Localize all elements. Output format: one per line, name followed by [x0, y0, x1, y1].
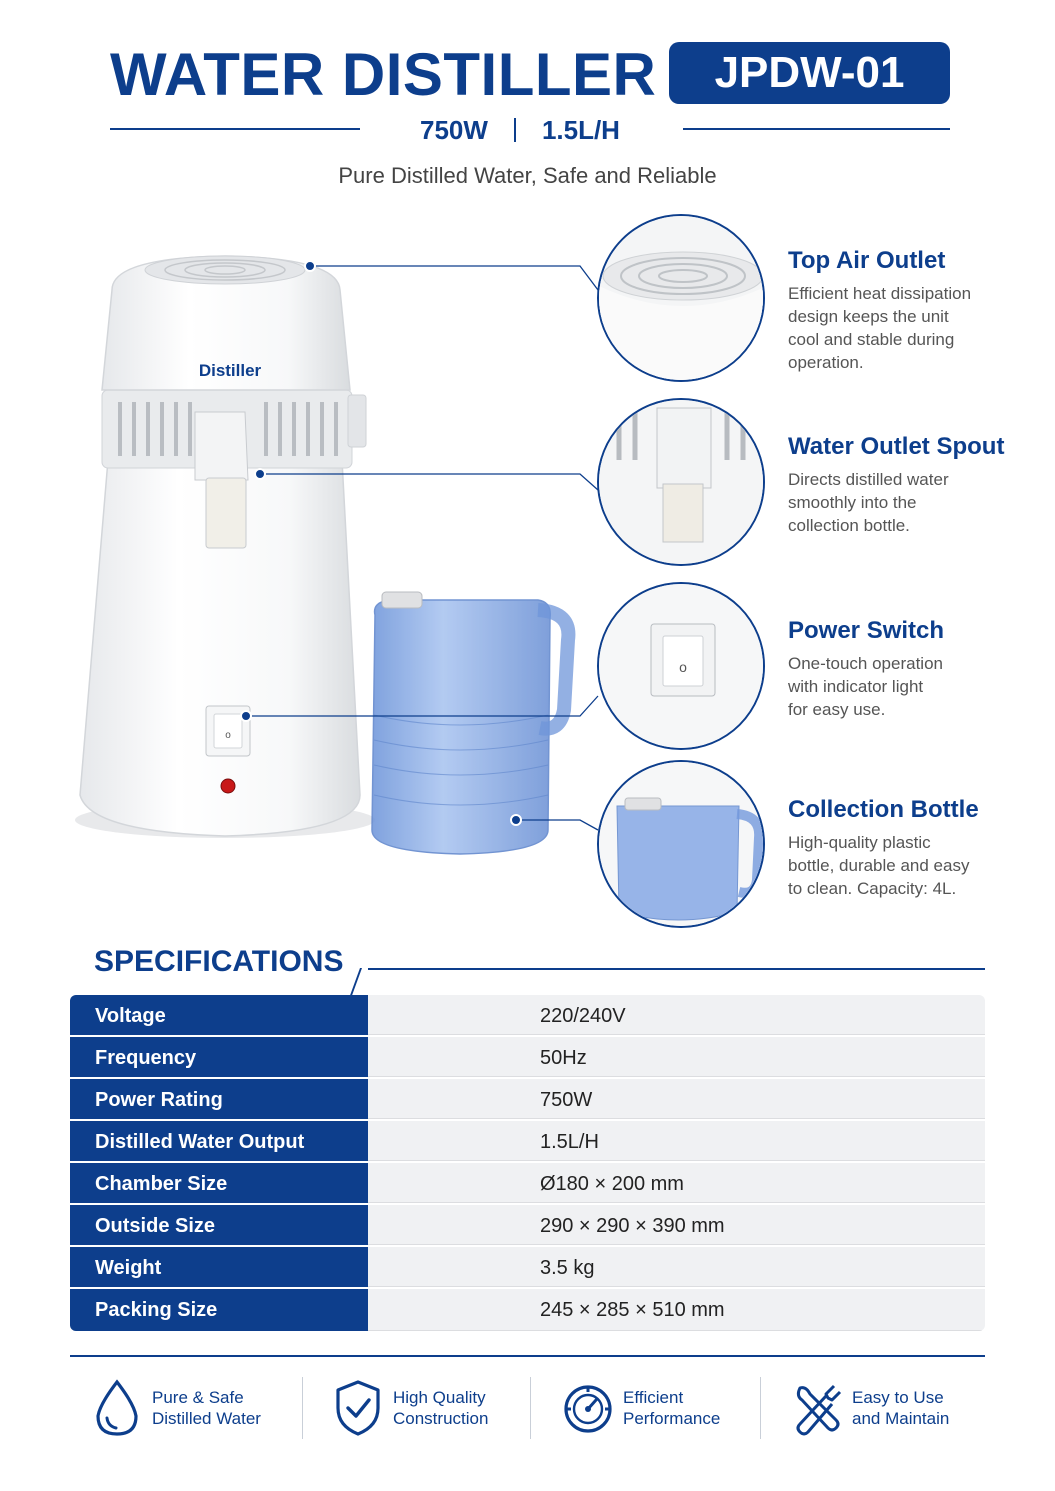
shield-check-icon	[333, 1378, 383, 1438]
feature-title: Power Switch	[788, 617, 945, 644]
table-row	[70, 1247, 985, 1289]
feature-water-outlet-spout	[788, 432, 1028, 537]
feature-line: cool and stable during	[788, 330, 955, 349]
specifications-rule-slant	[350, 968, 362, 996]
power-summary: 750W	[420, 115, 488, 145]
water-outlet-spout-image	[597, 398, 765, 566]
feature-line: design keeps the unit	[788, 307, 949, 326]
feature-collection-bottle	[788, 795, 1028, 900]
feature-line: One-touch operation	[788, 654, 943, 673]
badge-line: Easy to Use	[852, 1388, 944, 1407]
badge-line: High Quality	[393, 1388, 486, 1407]
specifications-rule	[368, 968, 985, 970]
badge-line: Distilled Water	[152, 1409, 261, 1428]
tools-icon	[792, 1378, 842, 1438]
svg-text:o: o	[225, 730, 231, 741]
feature-line: Efficient heat dissipation	[788, 284, 972, 303]
table-row	[70, 1079, 985, 1121]
collection-bottle-image	[597, 760, 765, 928]
feature-line: smoothly into the	[788, 493, 917, 512]
feature-line: operation.	[788, 353, 864, 372]
bottom-rule	[70, 1355, 985, 1357]
feature-top-air-outlet	[788, 246, 1028, 374]
feature-line: High-quality plastic	[788, 833, 931, 852]
feature-line: to clean. Capacity: 4L.	[788, 879, 957, 898]
table-row	[70, 995, 985, 1037]
table-row	[70, 1121, 985, 1163]
gauge-icon	[563, 1378, 613, 1438]
feature-description	[788, 468, 1028, 537]
power-switch-image	[597, 582, 765, 750]
badge-line: Pure & Safe	[152, 1388, 244, 1407]
badge-divider	[302, 1377, 303, 1439]
spec-value: 750W	[368, 1079, 985, 1119]
spec-key: Outside Size	[70, 1205, 368, 1245]
feature-description	[788, 831, 1028, 900]
table-row	[70, 1205, 985, 1247]
output-summary: 1.5L/H	[541, 115, 620, 145]
svg-text:o: o	[679, 659, 687, 675]
spec-key: Voltage	[70, 995, 368, 1035]
water-drop-icon	[92, 1378, 142, 1438]
table-row	[70, 1163, 985, 1205]
spec-key: Distilled Water Output	[70, 1121, 368, 1161]
badge-divider	[530, 1377, 531, 1439]
table-row	[70, 1289, 985, 1331]
badge-line: Construction	[393, 1409, 489, 1428]
feature-line: with indicator light	[788, 677, 924, 696]
feature-title: Collection Bottle	[788, 796, 979, 823]
feature-line: bottle, durable and easy	[788, 856, 970, 875]
badge-line: and Maintain	[852, 1409, 950, 1428]
spec-key: Packing Size	[70, 1289, 368, 1331]
tagline: Pure Distilled Water, Safe and Reliable	[338, 163, 717, 188]
spec-value: 50Hz	[368, 1037, 985, 1077]
feature-title: Water Outlet Spout	[788, 433, 1005, 460]
badge-line: Efficient	[623, 1388, 684, 1407]
spec-value: 245 × 285 × 510 mm	[368, 1289, 985, 1331]
feature-description	[788, 282, 1028, 374]
spec-value: 220/240V	[368, 995, 985, 1035]
top-air-outlet-image	[597, 214, 765, 382]
spec-value: 1.5L/H	[368, 1121, 985, 1161]
specifications-table	[70, 995, 985, 1331]
feature-power-switch	[788, 616, 1028, 721]
spec-key: Weight	[70, 1247, 368, 1287]
badge-label	[393, 1387, 488, 1429]
feature-description	[788, 652, 1028, 721]
badge-label	[623, 1387, 720, 1429]
feature-line: for easy use.	[788, 700, 886, 719]
spec-value: 3.5 kg	[368, 1247, 985, 1287]
feature-line: Directs distilled water	[788, 470, 949, 489]
spec-key: Chamber Size	[70, 1163, 368, 1203]
badge-label	[152, 1387, 261, 1429]
model-badge: JPDW-01	[669, 42, 950, 104]
spec-value: Ø180 × 200 mm	[368, 1163, 985, 1203]
badge-divider	[760, 1377, 761, 1439]
feature-line: collection bottle.	[788, 516, 910, 535]
badge-line: Performance	[623, 1409, 721, 1428]
distiller-label: Distiller	[198, 361, 262, 380]
spec-key: Frequency	[70, 1037, 368, 1077]
spec-value: 290 × 290 × 390 mm	[368, 1205, 985, 1245]
badge-label	[852, 1387, 949, 1429]
specifications-heading: SPECIFICATIONS	[94, 945, 344, 978]
feature-title: Top Air Outlet	[788, 247, 946, 274]
page-title: WATER DISTILLER	[110, 41, 657, 108]
spec-key: Power Rating	[70, 1079, 368, 1119]
table-row	[70, 1037, 985, 1079]
